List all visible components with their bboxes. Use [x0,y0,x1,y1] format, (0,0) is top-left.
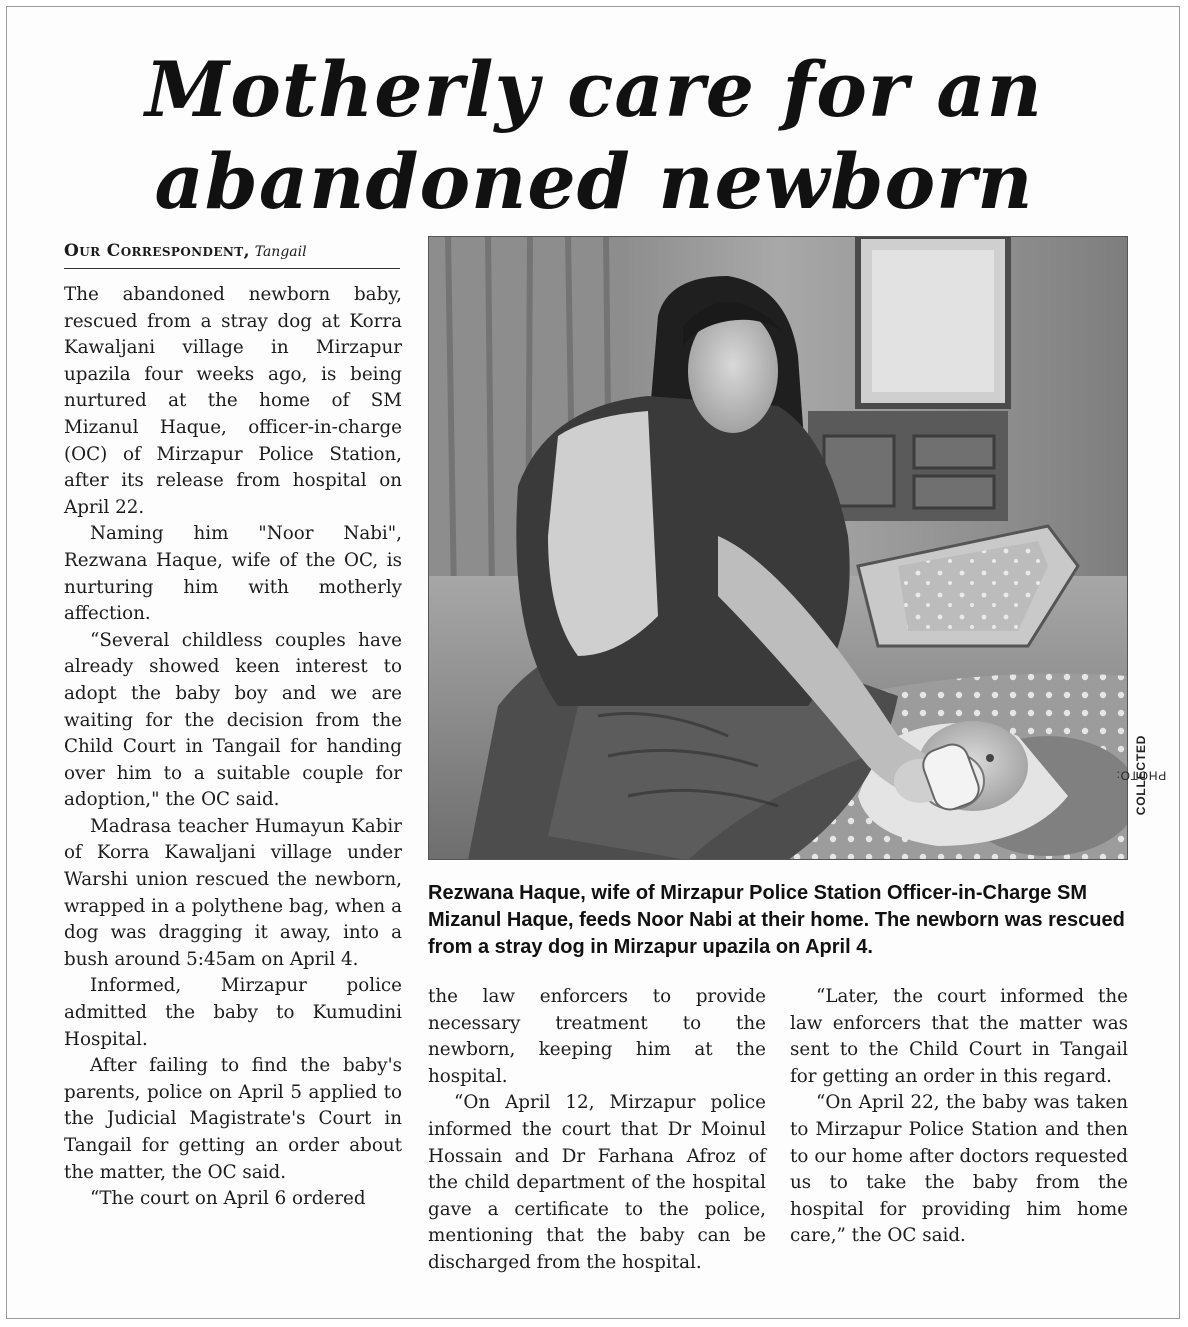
headline-line-2: abandoned newborn [154,137,1034,226]
byline [64,240,400,263]
photo-caption: Rezwana Haque, wife of Mirzapur Police Station Officer-in-Charge SM Mizanul Haque, feeds Noor Nabi at their home. The newborn was rescued from a stray dog in Mirzapur upazila on April 4. [428,882,1125,958]
headline [0,44,1188,228]
paragraph: “Several childless couples have already showed keen interest to adopt the baby boy and we are waiting for the decision from the Child Court in Tangail for handing over him to a suitable couple for adoption," the OC said. [64,629,402,811]
paragraph: “On April 22, the baby was taken to Mirzapur Police Station and then to our home after doctors requested us to take the baby from the hospital for providing him home care,” the OC said. [790,1092,1128,1247]
paragraph: After failing to find the baby's parents, police on April 5 applied to the Judicial Magistrate's Court in Tangail for getting an order about the matter, the OC said. [64,1055,402,1183]
photo-credit [1115,690,1167,860]
paragraph: “Later, the court informed the law enforcers that the matter was sent to the Child Court in Tangail for getting an order in this regard. [790,986,1128,1087]
photo-credit-value: COLLECTED [1134,734,1148,816]
byline-divider [64,268,400,269]
paragraph: “On April 12, Mirzapur police informed the court that Dr Moinul Hossain and Dr Farhana Afroz of the child department of the hospital gave a certificate to the police, mentioning that the baby can be discharged from the hospital. [428,1092,766,1273]
paragraph: “The court on April 6 ordered [90,1188,366,1210]
paragraph: Madrasa teacher Humayun Kabir of Korra Kawaljani village under Warshi union rescued the newborn, wrapped in a polythene bag, when a dog was dragging it away, into a bush around 5:45am on April 4. [64,815,402,970]
text-column-1 [64,282,402,1213]
byline-location: Tangail [254,244,307,260]
text-column-2 [428,984,766,1277]
text-column-3 [790,984,1128,1250]
paragraph: Naming him "Noor Nabi", Rezwana Haque, wife of the OC, is nurturing him with motherly affection. [64,523,402,625]
paragraph: the law enforcers to provide necessary treatment to the newborn, keeping him at the hospital. [428,986,766,1087]
photo-credit-label: PHOTO: [1115,768,1167,782]
headline-line-1: Motherly care for an [145,45,1043,134]
paragraph: Informed, Mirzapur police admitted the baby to Kumudini Hospital. [64,975,402,1050]
byline-correspondent: Our Correspondent, [64,241,250,261]
article-photo [428,236,1128,860]
photo-illustration [428,236,1128,860]
paragraph: The abandoned newborn baby, rescued from a stray dog at Korra Kawaljani village in Mirzapur upazila four weeks ago, is being nurtured at the home of SM Mizanul Haque, officer-in-charge (OC) of Mirzapur Police Station, after its release from hospital on April 22. [64,284,402,518]
